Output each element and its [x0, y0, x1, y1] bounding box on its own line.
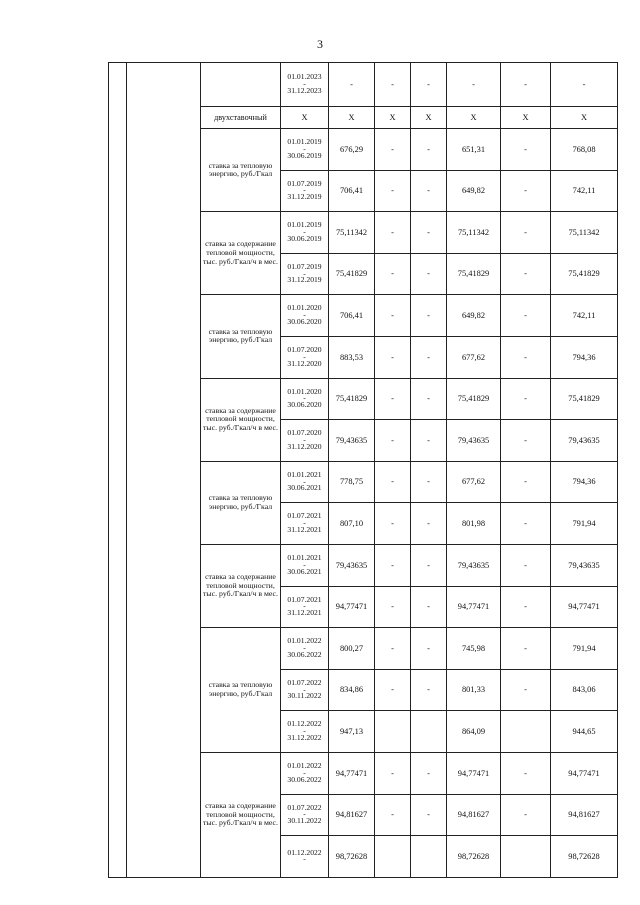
value-cell: 75,41829 — [551, 253, 618, 295]
value-cell: - — [411, 461, 447, 503]
value-cell: - — [501, 295, 551, 337]
value-cell: 75,41829 — [551, 378, 618, 420]
value-cell: - — [375, 669, 411, 711]
value-cell: - — [501, 586, 551, 628]
value-cell: - — [411, 752, 447, 794]
value-cell: 677,62 — [447, 461, 501, 503]
value-cell: - — [375, 253, 411, 295]
period-start: 01.01.2022 — [287, 760, 322, 770]
table-row — [109, 63, 618, 107]
value-cell: 745,98 — [447, 628, 501, 670]
value-cell: - — [411, 63, 447, 107]
period-end: 30.06.2021 — [287, 566, 322, 576]
value-cell: 75,41829 — [447, 378, 501, 420]
period-separator: - — [303, 143, 306, 153]
mark-cell: X — [447, 107, 501, 129]
rate-label-cell — [201, 63, 281, 107]
value-cell: - — [411, 378, 447, 420]
value-cell: 944,65 — [551, 711, 618, 753]
tariff-table — [108, 62, 618, 878]
value-cell: - — [375, 212, 411, 254]
value-cell: 79,43635 — [551, 544, 618, 586]
value-cell: 801,33 — [447, 669, 501, 711]
value-cell: 649,82 — [447, 295, 501, 337]
period-end: 31.12.2021 — [287, 525, 322, 535]
value-cell — [375, 711, 411, 753]
mark-cell: X — [411, 107, 447, 129]
period-start: 01.07.2019 — [287, 178, 322, 188]
rate-label-cell: ставка за тепловую энергию, руб./Гкал — [201, 129, 281, 212]
period-start: 01.07.2019 — [287, 261, 322, 271]
value-cell: - — [501, 253, 551, 295]
value-cell: 947,13 — [329, 711, 375, 753]
value-cell: - — [411, 336, 447, 378]
value-cell: - — [411, 295, 447, 337]
value-cell: - — [411, 669, 447, 711]
period-separator: - — [303, 268, 306, 278]
value-cell: 94,77471 — [447, 752, 501, 794]
period-start: 01.01.2023 — [287, 72, 322, 82]
value-cell: 94,77471 — [447, 586, 501, 628]
value-cell: 75,11342 — [551, 212, 618, 254]
period-end: 30.06.2020 — [287, 400, 322, 410]
period-start: 01.01.2021 — [287, 552, 322, 562]
value-cell — [501, 836, 551, 878]
period-end: 31.12.2019 — [287, 275, 322, 285]
period-end: 30.06.2019 — [287, 233, 322, 243]
value-cell: 791,94 — [551, 628, 618, 670]
value-cell: 843,06 — [551, 669, 618, 711]
value-cell: 800,27 — [329, 628, 375, 670]
period-start: 01.07.2020 — [287, 428, 322, 438]
period-cell — [281, 711, 329, 753]
value-cell: - — [329, 63, 375, 107]
period-end: 30.06.2022 — [287, 774, 322, 784]
value-cell: - — [501, 461, 551, 503]
value-cell — [411, 711, 447, 753]
value-cell: - — [411, 253, 447, 295]
value-cell: - — [411, 628, 447, 670]
mark-cell: X — [551, 107, 618, 129]
value-cell: - — [447, 63, 501, 107]
period-start: 01.07.2020 — [287, 345, 322, 355]
period-separator: - — [303, 601, 306, 611]
value-cell: - — [375, 420, 411, 462]
mark-cell: X — [375, 107, 411, 129]
value-cell: 742,11 — [551, 295, 618, 337]
value-cell: - — [375, 63, 411, 107]
value-cell: 94,77471 — [551, 752, 618, 794]
value-cell: - — [501, 336, 551, 378]
period-separator: - — [303, 227, 306, 237]
value-cell: 864,09 — [447, 711, 501, 753]
value-cell: - — [411, 544, 447, 586]
value-cell: 676,29 — [329, 129, 375, 171]
margin-column — [109, 63, 127, 878]
value-cell: - — [501, 628, 551, 670]
value-cell: - — [501, 378, 551, 420]
period-end: 31.12.2020 — [287, 441, 322, 451]
period-cell — [281, 295, 329, 337]
period-separator: - — [303, 684, 306, 694]
period-separator: - — [303, 518, 306, 528]
rate-label-cell: ставка за содержание тепловой мощности, тыс. руб./Гкал/ч в мес. — [201, 752, 281, 877]
value-cell: 79,43635 — [551, 420, 618, 462]
value-cell: 94,77471 — [329, 752, 375, 794]
period-separator: - — [303, 185, 306, 195]
period-end: 31.12.2021 — [287, 608, 322, 618]
period-cell — [281, 794, 329, 836]
period-cell — [281, 212, 329, 254]
period-separator: - — [303, 79, 306, 89]
value-cell — [501, 711, 551, 753]
period-start: 01.01.2021 — [287, 469, 322, 479]
value-cell: - — [501, 170, 551, 212]
value-cell: 79,43635 — [329, 544, 375, 586]
period-start: 01.07.2022 — [287, 802, 322, 812]
value-cell: 807,10 — [329, 503, 375, 545]
period-cell — [281, 669, 329, 711]
period-separator: - — [303, 809, 306, 819]
period-end: 31.12.2020 — [287, 358, 322, 368]
value-cell: - — [375, 586, 411, 628]
period-start: 01.01.2022 — [287, 636, 322, 646]
period-start: 01.12.2022 — [287, 847, 322, 857]
value-cell — [375, 836, 411, 878]
value-cell: - — [411, 794, 447, 836]
period-start: 01.01.2019 — [287, 220, 322, 230]
value-cell: - — [501, 544, 551, 586]
period-cell — [281, 628, 329, 670]
value-cell: - — [375, 544, 411, 586]
period-cell — [281, 544, 329, 586]
mark-cell: X — [329, 107, 375, 129]
value-cell: 677,62 — [447, 336, 501, 378]
value-cell: - — [411, 129, 447, 171]
value-cell: - — [501, 212, 551, 254]
period-start: 01.01.2020 — [287, 303, 322, 313]
period-separator: - — [303, 351, 306, 361]
period-separator: - — [303, 393, 306, 403]
value-cell: 94,81627 — [329, 794, 375, 836]
value-cell: 742,11 — [551, 170, 618, 212]
value-cell: - — [375, 794, 411, 836]
rate-label-cell: ставка за тепловую энергию, руб./Гкал — [201, 461, 281, 544]
rate-label-cell: ставка за тепловую энергию, руб./Гкал — [201, 295, 281, 378]
value-cell: - — [501, 503, 551, 545]
value-cell: - — [501, 63, 551, 107]
rate-label-cell: ставка за содержание тепловой мощности, тыс. руб./Гкал/ч в мес. — [201, 544, 281, 627]
period-end: 31.12.2022 — [287, 733, 322, 743]
period-end: 30.06.2021 — [287, 483, 322, 493]
value-cell: 801,98 — [447, 503, 501, 545]
value-cell: 79,43635 — [329, 420, 375, 462]
period-separator: - — [303, 310, 306, 320]
value-cell: - — [375, 295, 411, 337]
dual-rate-label: двухставочный — [201, 107, 281, 129]
period-cell — [281, 336, 329, 378]
period-separator: - — [303, 854, 306, 864]
value-cell: - — [411, 420, 447, 462]
period-start: 01.01.2020 — [287, 386, 322, 396]
period-cell — [281, 586, 329, 628]
period-cell — [281, 752, 329, 794]
value-cell: 778,75 — [329, 461, 375, 503]
period-start: 01.07.2021 — [287, 511, 322, 521]
period-separator: - — [303, 435, 306, 445]
value-cell: 75,11342 — [447, 212, 501, 254]
value-cell: 75,41829 — [329, 253, 375, 295]
period-end: 30.06.2020 — [287, 317, 322, 327]
value-cell: 94,81627 — [447, 794, 501, 836]
period-cell — [281, 63, 329, 107]
period-cell — [281, 129, 329, 171]
period-cell — [281, 836, 329, 878]
value-cell: - — [375, 461, 411, 503]
value-cell: - — [375, 129, 411, 171]
period-separator: - — [303, 726, 306, 736]
value-cell: 98,72628 — [329, 836, 375, 878]
period-cell — [281, 170, 329, 212]
value-cell: - — [375, 503, 411, 545]
rate-label-cell: ставка за содержание тепловой мощности, тыс. руб./Гкал/ч в мес. — [201, 212, 281, 295]
period-cell — [281, 378, 329, 420]
period-cell — [281, 253, 329, 295]
period-end: 30.11.2022 — [287, 816, 322, 826]
value-cell: 75,41829 — [329, 378, 375, 420]
table-body — [109, 63, 618, 878]
value-cell: - — [411, 212, 447, 254]
period-separator: - — [303, 559, 306, 569]
value-cell: - — [375, 378, 411, 420]
page-number: 3 — [317, 37, 323, 51]
period-end: 30.11.2022 — [287, 691, 322, 701]
value-cell: 649,82 — [447, 170, 501, 212]
period-end: 31.12.2023 — [287, 85, 322, 95]
value-cell: 79,43635 — [447, 544, 501, 586]
period-end: 30.06.2019 — [287, 150, 322, 160]
mark-cell: X — [281, 107, 329, 129]
value-cell: 94,77471 — [329, 586, 375, 628]
value-cell: 98,72628 — [551, 836, 618, 878]
value-cell: - — [375, 336, 411, 378]
period-start: 01.01.2019 — [287, 137, 322, 147]
value-cell: - — [501, 669, 551, 711]
period-cell — [281, 503, 329, 545]
value-cell: - — [375, 752, 411, 794]
value-cell: 834,86 — [329, 669, 375, 711]
period-end: 31.12.2019 — [287, 192, 322, 202]
period-start: 01.07.2021 — [287, 594, 322, 604]
period-separator: - — [303, 476, 306, 486]
value-cell: 706,41 — [329, 295, 375, 337]
value-cell: 706,41 — [329, 170, 375, 212]
value-cell: 883,53 — [329, 336, 375, 378]
value-cell — [411, 836, 447, 878]
value-cell: 768,08 — [551, 129, 618, 171]
value-cell: 98,72628 — [447, 836, 501, 878]
value-cell: 794,36 — [551, 336, 618, 378]
value-cell: - — [411, 170, 447, 212]
value-cell: 791,94 — [551, 503, 618, 545]
value-cell: - — [551, 63, 618, 107]
value-cell: - — [375, 170, 411, 212]
value-cell: - — [501, 129, 551, 171]
period-separator: - — [303, 643, 306, 652]
value-cell: - — [411, 586, 447, 628]
value-cell: - — [375, 628, 411, 670]
period-cell — [281, 420, 329, 462]
value-cell: - — [501, 794, 551, 836]
value-cell: - — [501, 752, 551, 794]
value-cell: 79,43635 — [447, 420, 501, 462]
value-cell: 651,31 — [447, 129, 501, 171]
value-cell: - — [411, 503, 447, 545]
period-cell — [281, 461, 329, 503]
rate-label-cell: ставка за тепловую энергию, руб./Гкал — [201, 628, 281, 753]
rate-label-cell: ставка за содержание тепловой мощности, тыс. руб./Гкал/ч в мес. — [201, 378, 281, 461]
value-cell: 75,11342 — [329, 212, 375, 254]
section-column — [127, 63, 201, 878]
value-cell: 794,36 — [551, 461, 618, 503]
value-cell: 94,77471 — [551, 586, 618, 628]
period-start: 01.07.2022 — [287, 677, 322, 687]
value-cell: - — [501, 420, 551, 462]
value-cell: 94,81627 — [551, 794, 618, 836]
period-end: 30.06.2022 — [287, 649, 322, 659]
period-start: 01.12.2022 — [287, 719, 322, 729]
value-cell: 75,41829 — [447, 253, 501, 295]
mark-cell: X — [501, 107, 551, 129]
period-separator: - — [303, 767, 306, 777]
